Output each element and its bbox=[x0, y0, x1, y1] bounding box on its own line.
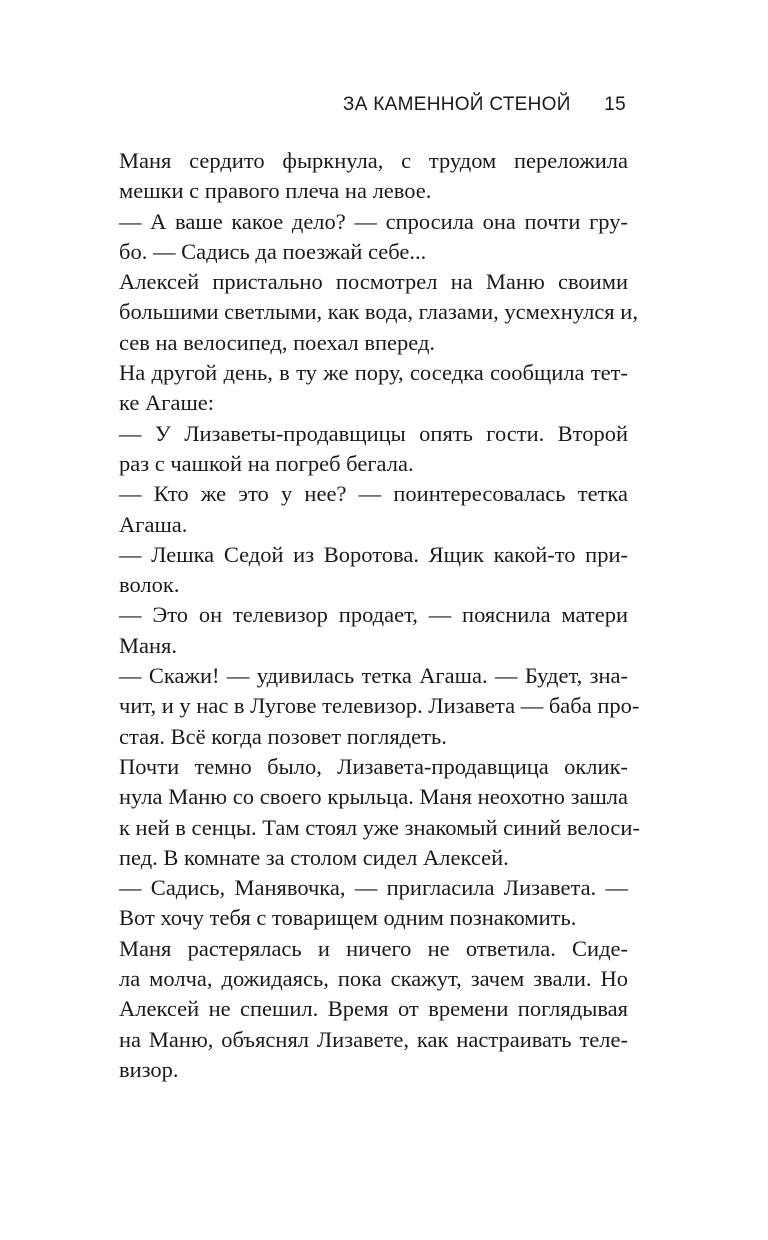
page-number: 15 bbox=[604, 94, 626, 115]
text-line: Маня. bbox=[119, 632, 178, 658]
text-line: Маня растерялась и ничего не ответила. Сиде- bbox=[119, 935, 628, 961]
body-text bbox=[119, 146, 640, 1085]
text-line: Агаша. bbox=[119, 511, 188, 537]
text-line: — Лешка Седой из Воротова. Ящик какой-то при- bbox=[119, 541, 628, 567]
text-line: Маня сердито фыркнула, с трудом переложила bbox=[119, 148, 628, 173]
text-line: большими светлыми, как вода, глазами, усмехнулся и, bbox=[119, 299, 638, 325]
text-line: мешки с правого плеча на левое. bbox=[119, 178, 432, 204]
text-line: Алексей пристально посмотрел на Маню своими bbox=[119, 269, 628, 295]
text-line: сев на велосипед, поехал вперед. bbox=[119, 329, 436, 355]
text-line: — Это он телевизор продает, — пояснила матери bbox=[119, 602, 628, 628]
text-line: Алексей не спешил. Время от времени поглядывая bbox=[119, 996, 628, 1022]
running-head bbox=[343, 94, 626, 116]
text-line: раз с чашкой на погреб бегала. bbox=[119, 450, 414, 476]
text-line: волок. bbox=[119, 572, 180, 598]
text-line: нула Маню со своего крыльца. Маня неохотно зашла bbox=[119, 784, 628, 810]
text-line: На другой день, в ту же пору, соседка сообщила тет- bbox=[119, 360, 628, 386]
text-line: стая. Всё когда позовет поглядеть. bbox=[119, 723, 447, 749]
text-line: — Садись, Манявочка, — пригласила Лизавета. — bbox=[119, 875, 628, 901]
running-head-title: ЗА КАМЕННОЙ СТЕНОЙ bbox=[342, 94, 571, 115]
text-line: пед. В комнате за столом сидел Алексей. bbox=[119, 844, 509, 870]
text-line: чит, и у нас в Лугове телевизор. Лизавета — баба про- bbox=[119, 693, 640, 719]
text-line: ла молча, дожидаясь, пока скажут, зачем звали. Но bbox=[119, 966, 628, 992]
text-line: Почти темно было, Лизавета-продавщица оклик- bbox=[119, 753, 628, 779]
text-line: на Маню, объяснял Лизавете, как настраивать теле- bbox=[119, 1026, 628, 1052]
text-line: — Скажи! — удивилась тетка Агаша. — Будет, зна- bbox=[119, 663, 628, 689]
text-line: — Кто же это у нее? — поинтересовалась тетка bbox=[119, 481, 628, 507]
text-line: ке Агаше: bbox=[119, 390, 215, 416]
text-line: Вот хочу тебя с товарищем одним познакомить. bbox=[119, 905, 577, 931]
text-line: — А ваше какое дело? — спросила она почти гру- bbox=[119, 208, 628, 234]
text-line: бо. — Садись да поезжай себе... bbox=[119, 238, 427, 264]
text-line: визор. bbox=[119, 1056, 179, 1082]
text-line: — У Лизаветы-продавщицы опять гости. Второй bbox=[119, 420, 628, 446]
text-line: к ней в сенцы. Там стоял уже знакомый синий велоси- bbox=[119, 814, 640, 840]
